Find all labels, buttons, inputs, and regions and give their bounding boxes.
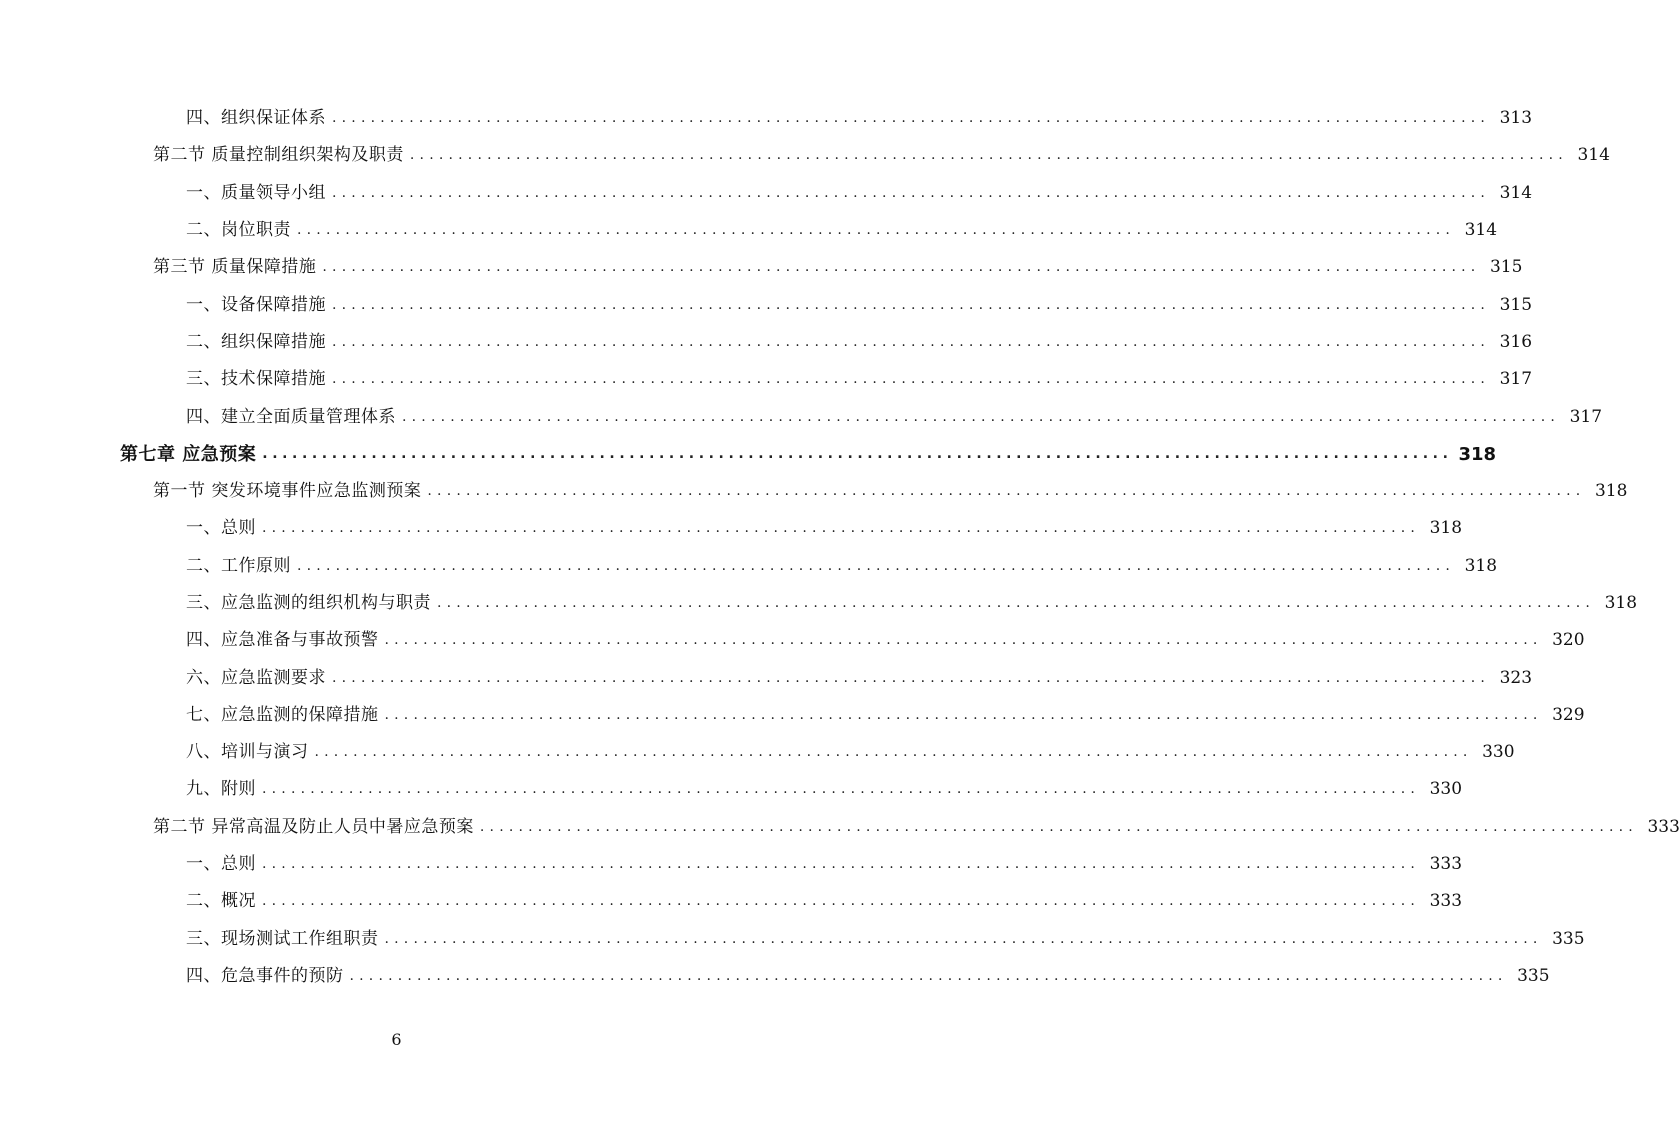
toc-entry[interactable] — [0, 100, 1533, 137]
toc-entry[interactable] — [0, 771, 1463, 808]
toc-entry-title: 二、工作原则 — [186, 555, 291, 576]
toc-entry[interactable] — [0, 659, 1533, 696]
toc-entry-title: 四、建立全面质量管理体系 — [186, 406, 396, 427]
dot-leader: ........................................................................................................................ — [297, 557, 1456, 574]
toc-entry-page: 333 — [1647, 816, 1680, 837]
toc-entry-page: 329 — [1552, 704, 1585, 725]
toc-entry-title: 第一节 突发环境事件应急监测预案 — [153, 481, 422, 502]
dot-leader: ........................................................................................................................ — [262, 893, 1421, 910]
toc-entry-title: 三、现场测试工作组职责 — [186, 928, 379, 949]
toc-entry[interactable] — [0, 473, 1628, 510]
toc-entry-page: 323 — [1499, 667, 1533, 688]
toc-entry-title: 一、质量领导小组 — [186, 182, 326, 203]
dot-leader: ........................................................................................................................ — [332, 669, 1491, 686]
dot-leader: ........................................................................................................................ — [409, 147, 1568, 164]
toc-entry-title: 第三节 质量保障措施 — [153, 257, 317, 278]
dot-leader: ........................................................................................................................ — [402, 408, 1561, 425]
toc-entry-page: 314 — [1464, 220, 1498, 241]
toc-entry-title: 一、总则 — [186, 518, 256, 539]
toc-entry-title: 七、应急监测的保障措施 — [186, 704, 379, 725]
dot-leader: ........................................................................................................................ — [314, 744, 1473, 761]
toc-entry-page: 318 — [1594, 481, 1628, 502]
toc-entry[interactable] — [0, 286, 1533, 323]
toc-entry-page: 314 — [1499, 182, 1533, 203]
dot-leader: ........................................................................................................................ — [322, 259, 1481, 276]
toc-entry-title: 三、应急监测的组织机构与职责 — [186, 593, 431, 613]
toc-entry-title: 二、组织保障措施 — [186, 331, 326, 352]
dot-leader: ........................................................................................................................ — [262, 445, 1453, 462]
toc-entry-title: 三、技术保障措施 — [186, 369, 326, 390]
toc-entry-page: 313 — [1499, 108, 1533, 129]
toc-entry[interactable] — [0, 921, 1585, 958]
toc-entry[interactable] — [0, 622, 1585, 659]
dot-leader: ........................................................................................................................ — [262, 781, 1421, 798]
dot-leader: ........................................................................................................................ — [384, 706, 1543, 723]
toc-entry[interactable] — [0, 958, 1550, 995]
toc-entry-title: 第七章 应急预案 — [120, 443, 257, 465]
toc-entry-page: 317 — [1499, 369, 1533, 390]
toc-entry-page: 333 — [1429, 854, 1463, 875]
toc-entry[interactable] — [0, 585, 1638, 622]
toc-entry[interactable] — [0, 809, 1680, 846]
toc-entry-page: 318 — [1429, 518, 1463, 539]
dot-leader: ........................................................................................................................ — [479, 818, 1638, 835]
dot-leader: ........................................................................................................................ — [262, 520, 1421, 537]
toc-entry-title: 一、设备保障措施 — [186, 294, 326, 315]
toc-entry[interactable] — [0, 697, 1585, 734]
toc-entry-title: 四、危急事件的预防 — [186, 965, 344, 986]
dot-leader: ........................................................................................................................ — [332, 184, 1491, 201]
toc-entry[interactable] — [0, 510, 1463, 547]
toc-entry-title: 四、组织保证体系 — [186, 108, 326, 129]
toc-entry-title: 一、总则 — [186, 854, 256, 875]
toc-entry[interactable] — [0, 734, 1515, 771]
toc-entry[interactable] — [0, 361, 1533, 398]
toc-entry-title: 六、应急监测要求 — [186, 667, 326, 688]
toc-entry-page: 317 — [1569, 406, 1603, 427]
toc-entry-title: 九、附则 — [186, 779, 256, 800]
toc-entry[interactable] — [0, 548, 1498, 585]
toc-entry-title: 四、应急准备与事故预警 — [186, 630, 379, 651]
toc-entry-page: 318 — [1604, 593, 1638, 613]
page-number: 6 — [391, 1030, 402, 1049]
dot-leader: ........................................................................................................................ — [297, 222, 1456, 239]
dot-leader: ........................................................................................................................ — [384, 632, 1543, 649]
toc-entry-page: 333 — [1429, 891, 1463, 912]
toc-entry[interactable] — [0, 436, 1497, 473]
dot-leader: ........................................................................................................................ — [332, 296, 1491, 313]
toc-entry-page: 315 — [1489, 257, 1523, 278]
toc-entry[interactable] — [0, 883, 1463, 920]
toc-entry[interactable] — [0, 846, 1463, 883]
toc-entry-page: 330 — [1482, 742, 1515, 763]
dot-leader: ........................................................................................................................ — [427, 483, 1586, 500]
toc-entry-page: 315 — [1499, 294, 1533, 315]
toc-entry[interactable] — [0, 212, 1498, 249]
toc-entry[interactable] — [0, 398, 1603, 435]
dot-leader: ........................................................................................................................ — [349, 967, 1508, 984]
toc-entry-page: 335 — [1552, 928, 1585, 949]
toc-entry-title: 二、岗位职责 — [186, 220, 291, 241]
toc-entry[interactable] — [0, 175, 1533, 212]
toc-entry[interactable] — [0, 249, 1523, 286]
dot-leader: ........................................................................................................................ — [332, 110, 1491, 127]
dot-leader: ........................................................................................................................ — [332, 371, 1491, 388]
dot-leader: ........................................................................................................................ — [384, 930, 1543, 947]
toc-entry[interactable] — [0, 137, 1610, 174]
toc-entry-page: 330 — [1429, 779, 1463, 800]
toc-entry-page: 314 — [1577, 145, 1610, 166]
dot-leader: ........................................................................................................................ — [262, 856, 1421, 873]
table-of-contents — [0, 100, 1680, 995]
dot-leader: ........................................................................................................................ — [437, 595, 1596, 611]
dot-leader: ........................................................................................................................ — [332, 333, 1491, 350]
toc-entry-page: 316 — [1499, 331, 1533, 352]
toc-entry-title: 第二节 质量控制组织架构及职责 — [153, 145, 404, 166]
toc-entry-page: 318 — [1458, 443, 1497, 465]
toc-entry-title: 二、概况 — [186, 891, 256, 912]
toc-entry-page: 335 — [1517, 965, 1550, 986]
toc-entry-page: 318 — [1464, 555, 1498, 576]
toc-entry-title: 八、培训与演习 — [186, 742, 309, 763]
toc-entry-title: 第二节 异常高温及防止人员中暑应急预案 — [153, 816, 474, 837]
toc-entry[interactable] — [0, 324, 1533, 361]
toc-entry-page: 320 — [1552, 630, 1585, 651]
